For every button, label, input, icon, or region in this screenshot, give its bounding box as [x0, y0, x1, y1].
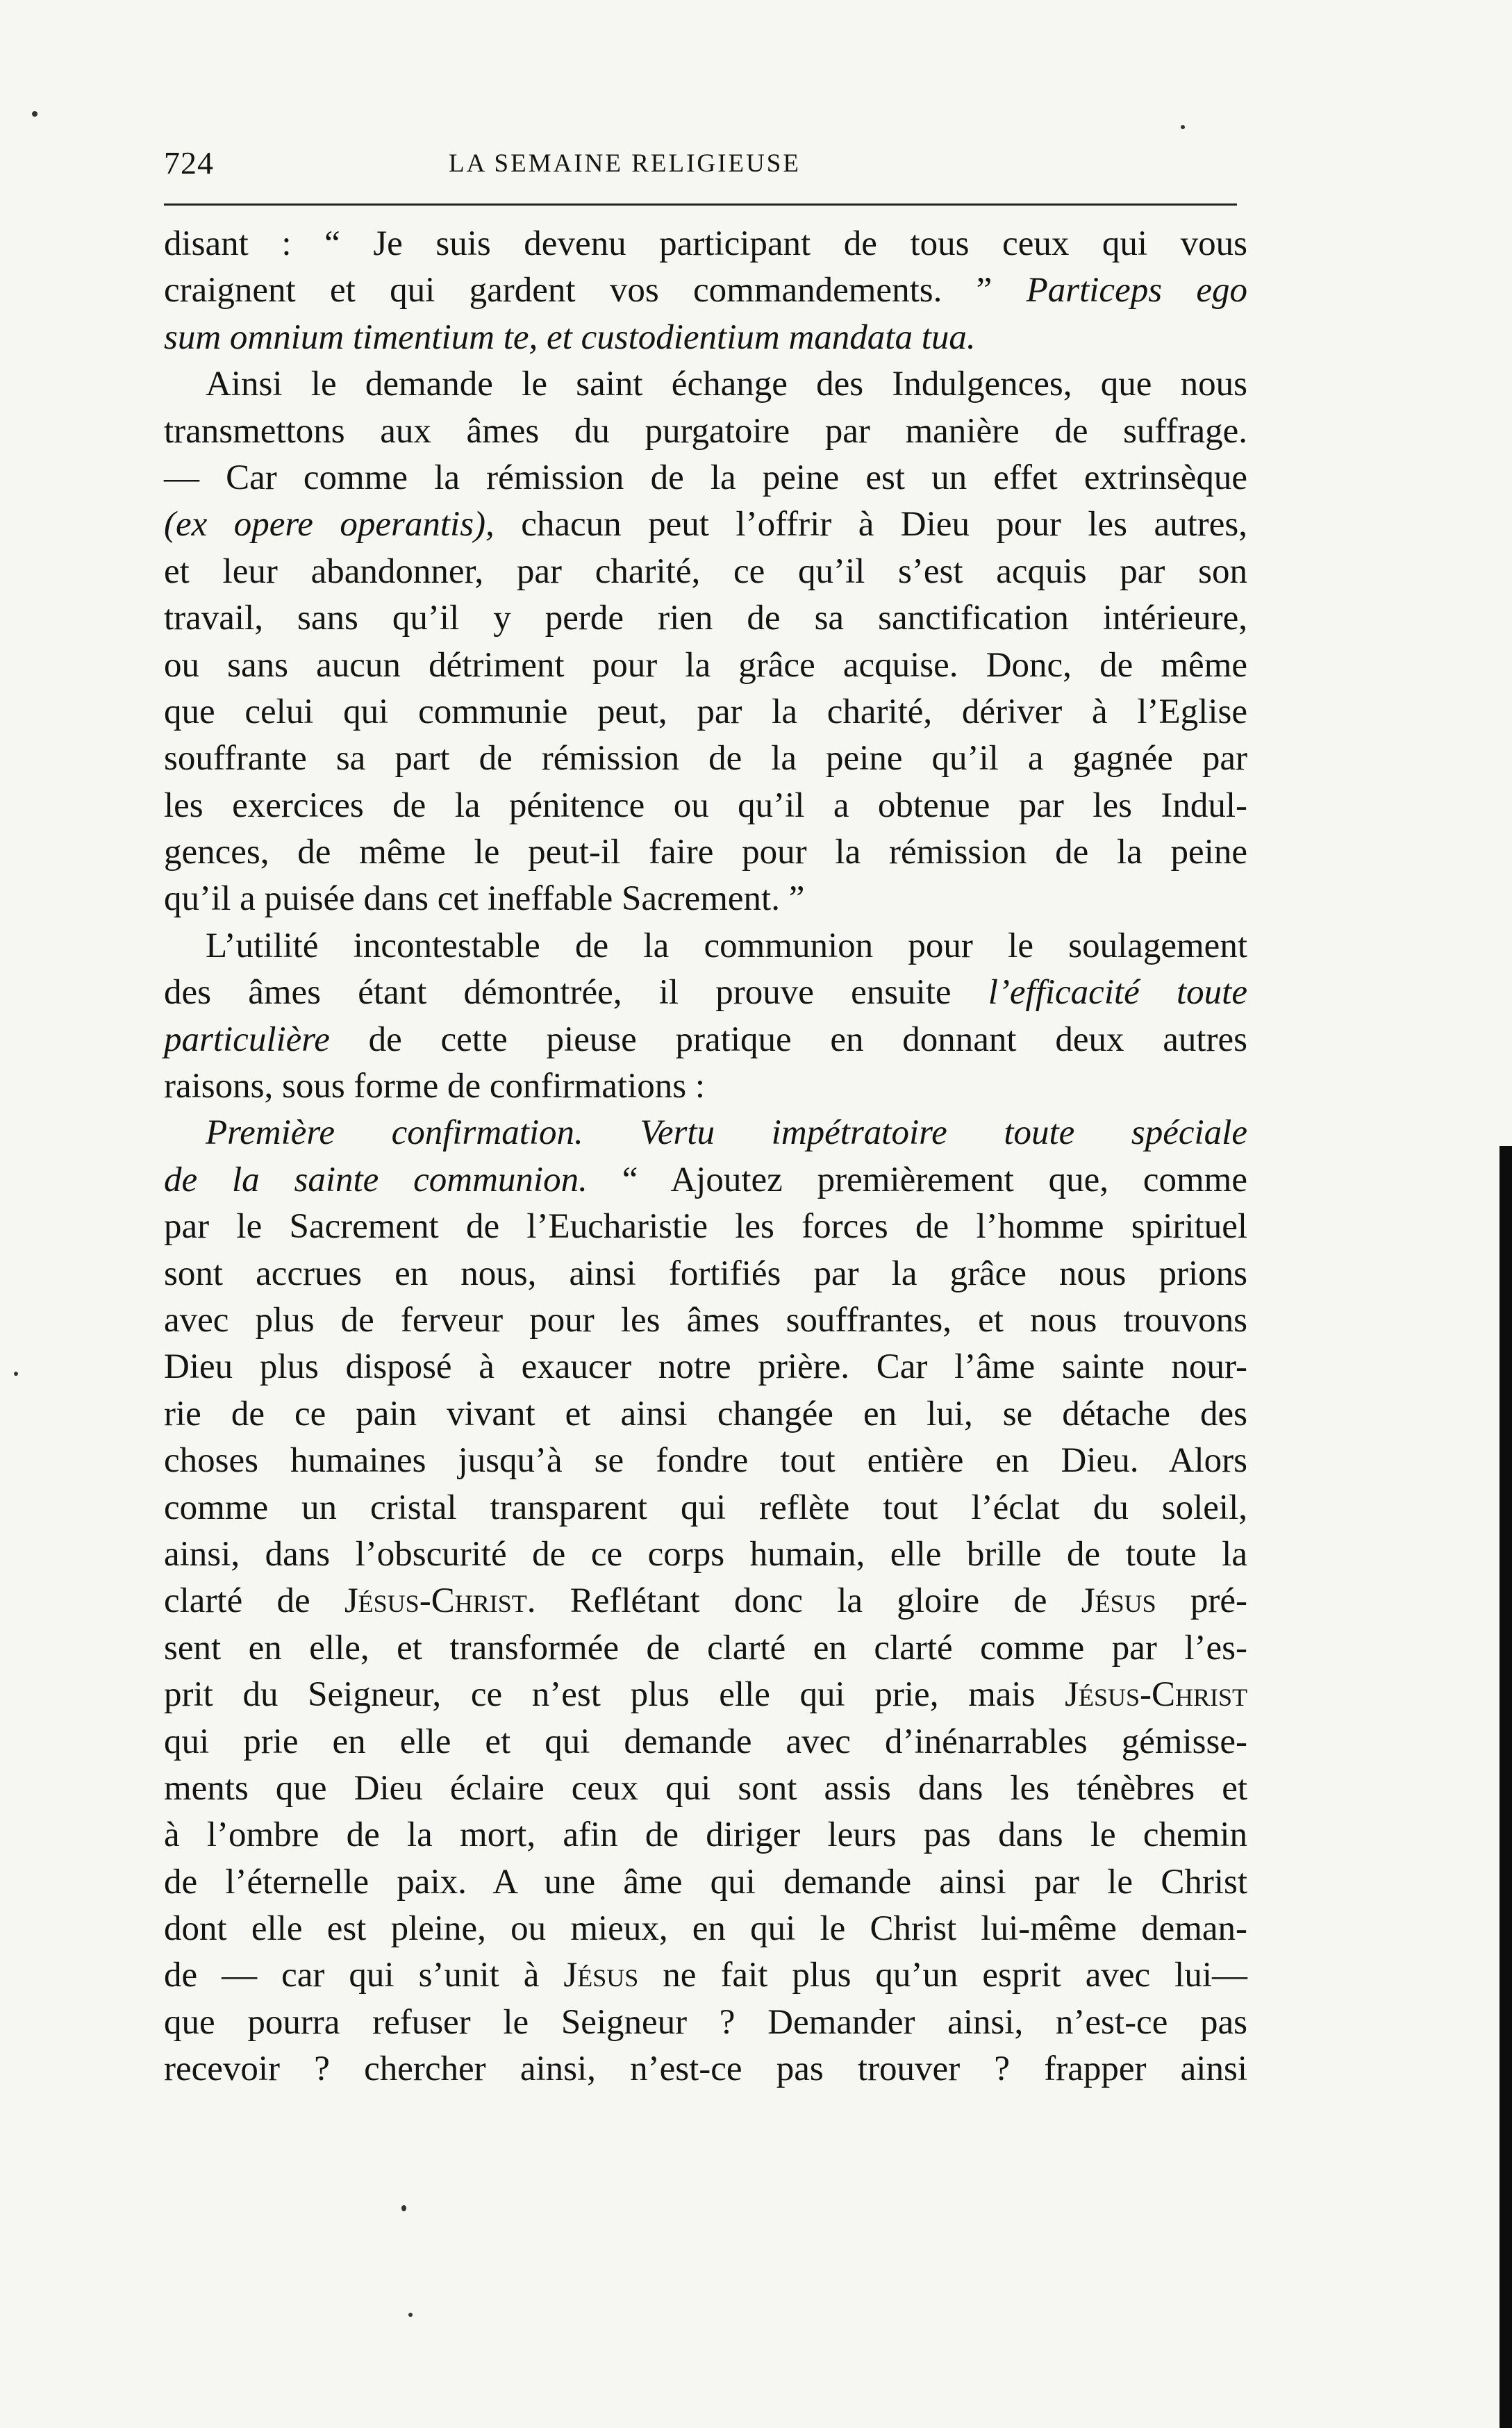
text-run: qui prie en elle et qui demande avec d’inénarrables gémisse- [164, 1722, 1247, 1761]
text-line [164, 1578, 1247, 1624]
text-line [164, 267, 1247, 314]
text-line [164, 876, 1247, 922]
text-line [164, 315, 1247, 361]
text-run: que celui qui communie peut, par la charité, dériver à l’Eglise [164, 692, 1247, 731]
text-line [164, 735, 1247, 782]
text-line [164, 1438, 1247, 1484]
text-run: Dieu plus disposé à exaucer notre prière. Car l’âme sainte nour- [164, 1347, 1247, 1387]
scan-speck [408, 2313, 413, 2317]
italic-text: sum omnium timentium te, et custodientium mandata tua. [164, 317, 976, 357]
text-run: souffrante sa part de rémission de la peine qu’il a gagnée par [164, 739, 1247, 779]
text-line [164, 1625, 1247, 1672]
text-line [164, 1765, 1247, 1812]
text-run: ments que Dieu éclaire ceux qui sont assis dans les ténèbres et [164, 1768, 1247, 1808]
text-run: chacun peut l’offrir à Dieu pour les autres, [494, 505, 1247, 544]
text-run: pré- [1156, 1581, 1247, 1621]
text-line [164, 829, 1247, 876]
text-run: . Reflétant donc la gloire de [526, 1581, 1081, 1621]
text-run: disant : “ Je suis devenu participant de tous ceux qui vous [164, 224, 1247, 263]
text-run: ainsi, dans l’obscurité de ce corps humain, elle brille de toute la [164, 1534, 1247, 1574]
text-line [164, 549, 1247, 595]
text-line [164, 1485, 1247, 1531]
text-line [164, 1110, 1247, 1156]
text-run: L’utilité incontestable de la communion pour le soulagement [206, 926, 1247, 965]
italic-text: Particeps ego [1026, 271, 1247, 310]
header-rule [164, 203, 1237, 206]
text-run: craignent et qui gardent vos commandements. ” [164, 271, 1027, 310]
italic-text: particulière [164, 1020, 330, 1059]
text-run: raisons, sous forme de confirmations : [164, 1067, 706, 1106]
text-run: clarté de [164, 1581, 344, 1621]
text-run: dont elle est pleine, ou mieux, en qui le Christ lui-même deman- [164, 1909, 1247, 1949]
text-line [164, 1812, 1247, 1859]
text-run: recevoir ? chercher ainsi, n’est-ce pas trouver ? frapper ainsi [164, 2049, 1247, 2089]
text-run: — Car comme la rémission de la peine est un effet extrinsèque [164, 458, 1247, 497]
text-line [164, 1531, 1247, 1578]
text-run: de cette pieuse pratique en donnant deux autres [329, 1020, 1247, 1059]
text-line [164, 2046, 1247, 2093]
text-line [164, 689, 1247, 735]
text-run: choses humaines jusqu’à se fondre tout entière en Dieu. Alors [164, 1441, 1247, 1481]
text-run: Ainsi le demande le saint échange des Indulgences, que nous [206, 365, 1247, 404]
running-title: LA SEMAINE RELIGIEUSE [449, 149, 801, 178]
text-run: transmettons aux âmes du purgatoire par manière de suffrage. [164, 411, 1247, 451]
text-line [164, 595, 1247, 642]
text-line [164, 1063, 1247, 1110]
text-line [164, 1906, 1247, 1952]
text-run: à l’ombre de la mort, afin de diriger leurs pas dans le chemin [164, 1815, 1247, 1855]
text-line [164, 221, 1247, 267]
text-line [164, 1859, 1247, 1906]
text-line [164, 1344, 1247, 1390]
text-line [164, 455, 1247, 501]
italic-text: de la sainte communion. [164, 1160, 588, 1199]
small-caps-name: Jésus-Christ [1065, 1675, 1247, 1715]
small-caps-name: Jésus-Christ [344, 1581, 527, 1621]
page-number: 724 [164, 145, 214, 181]
text-line [164, 1999, 1247, 2046]
text-line [164, 1297, 1247, 1344]
text-run: avec plus de ferveur pour les âmes souffrantes, et nous trouvons [164, 1300, 1247, 1340]
italic-text: Première confirmation. Vertu impétratoire toute spéciale [206, 1113, 1247, 1153]
italic-text: (ex opere operantis), [164, 505, 495, 544]
text-run: gences, de même le peut-il faire pour la rémission de la peine [164, 833, 1247, 872]
text-line [164, 501, 1247, 548]
scan-speck [32, 111, 38, 117]
text-run: rie de ce pain vivant et ainsi changée en lui, se détache des [164, 1394, 1247, 1433]
text-run: les exercices de la pénitence ou qu’il a obtenue par les Indul- [164, 785, 1247, 825]
text-line [164, 970, 1247, 1016]
text-run: par le Sacrement de l’Eucharistie les forces de l’homme spirituel [164, 1207, 1247, 1247]
text-run: comme un cristal transparent qui reflète tout l’éclat du soleil, [164, 1488, 1247, 1527]
text-run: que pourra refuser le Seigneur ? Demander ainsi, n’est-ce pas [164, 2002, 1247, 2042]
text-line [164, 1672, 1247, 1718]
page-header [164, 144, 1237, 189]
text-line [164, 408, 1247, 455]
text-run: prit du Seigneur, ce n’est plus elle qui prie, mais [164, 1675, 1065, 1715]
text-run: qu’il a puisée dans cet ineffable Sacrement. ” [164, 879, 805, 919]
scan-edge-shadow [1499, 1146, 1512, 2428]
text-line [164, 783, 1247, 829]
text-line [164, 1251, 1247, 1297]
italic-text: l’efficacité toute [988, 973, 1247, 1013]
text-line [164, 1157, 1247, 1204]
scan-speck [401, 2205, 406, 2211]
text-run: de — car qui s’unit à [164, 1956, 564, 1995]
text-line [164, 1952, 1247, 1999]
text-line [164, 1391, 1247, 1438]
text-run: et leur abandonner, par charité, ce qu’il s’est acquis par son [164, 551, 1247, 591]
body-text [164, 221, 1247, 2093]
text-run: sent en elle, et transformée de clarté en clarté comme par l’es- [164, 1628, 1247, 1668]
text-line [164, 1204, 1247, 1250]
text-line [164, 923, 1247, 970]
text-run: de l’éternelle paix. A une âme qui demande ainsi par le Christ [164, 1862, 1247, 1902]
text-run: ou sans aucun détriment pour la grâce acquise. Donc, de même [164, 645, 1247, 685]
text-run: ne fait plus qu’un esprit avec lui— [638, 1956, 1247, 1995]
scan-speck [14, 1372, 18, 1376]
small-caps-name: Jésus [563, 1956, 639, 1995]
text-line [164, 642, 1247, 689]
small-caps-name: Jésus [1081, 1581, 1156, 1621]
text-line [164, 361, 1247, 408]
text-line [164, 1719, 1247, 1765]
scan-speck [1181, 125, 1185, 129]
text-run: des âmes étant démontrée, il prouve ensuite [164, 973, 988, 1013]
text-run: travail, sans qu’il y perde rien de sa sanctification intérieure, [164, 599, 1247, 638]
text-run: sont accrues en nous, ainsi fortifiés par la grâce nous prions [164, 1254, 1247, 1293]
text-run: “ Ajoutez premièrement que, comme [587, 1160, 1247, 1199]
text-line [164, 1017, 1247, 1063]
